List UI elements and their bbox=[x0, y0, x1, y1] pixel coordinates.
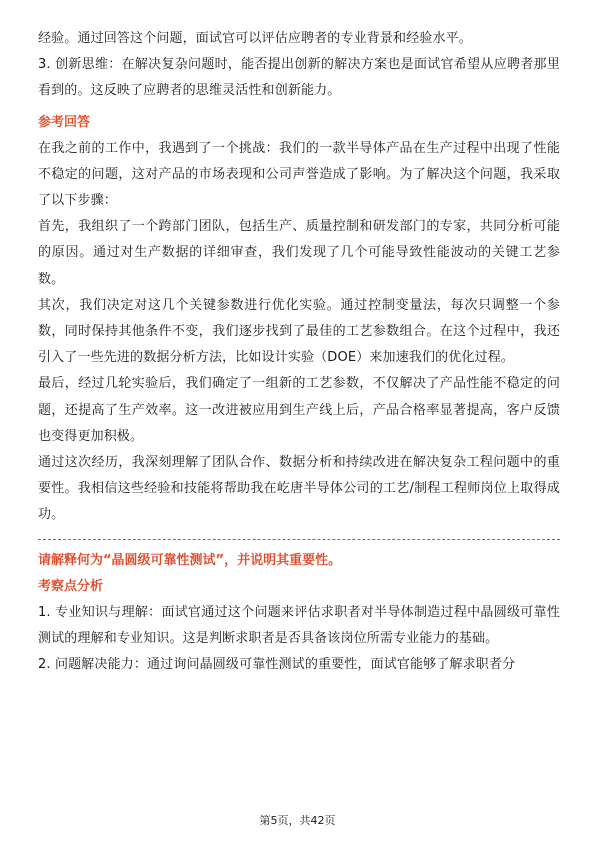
reference-paragraph-4: 最后，经过几轮实验后，我们确定了一组新的工艺参数，不仅解决了产品性能不稳定的问题，还提高了生产效率。这一改进被应用到生产线上后，产品合格率显著提高，客户反馈也变得更加积极。 bbox=[38, 376, 560, 444]
analysis-paragraph-1: 1. 专业知识与理解：面试官通过这个问题来评估求职者对半导体制造过程中晶圆级可靠性测试的理解和专业知识。这是判断求职者是否具备该岗位所需专业能力的基础。 bbox=[38, 604, 560, 646]
analysis-paragraph-2: 2. 问题解决能力：通过询问晶圆级可靠性测试的重要性，面试官能够了解求职者分 bbox=[38, 657, 516, 673]
document-page bbox=[38, 26, 560, 678]
page-number: 第5页，共42页 bbox=[259, 814, 336, 827]
reference-paragraph-5: 通过这次经历，我深刻理解了团队合作、数据分析和持续改进在解决复杂工程问题中的重要性。我相信这些经验和技能将帮助我在屹唐半导体公司的工艺/制程工程师岗位上取得成功。 bbox=[38, 455, 560, 523]
reference-paragraph-2: 首先，我组织了一个跨部门团队，包括生产、质量控制和研发部门的专家，共同分析可能的原因。通过对生产数据的详细审查，我们发现了几个可能导致性能波动的关键工艺参数。 bbox=[38, 219, 560, 287]
analysis-heading: 考察点分析 bbox=[38, 578, 104, 594]
section-divider bbox=[38, 539, 560, 540]
question-title: 请解释何为“晶圆级可靠性测试”，并说明其重要性。 bbox=[38, 552, 342, 568]
paragraph-point-3: 3. 创新思维：在解决复杂问题时，能否提出创新的解决方案也是面试官希望从应聘者那里看到的。这反映了应聘者的思维灵活性和创新能力。 bbox=[38, 57, 560, 99]
reference-paragraph-1: 在我之前的工作中，我遇到了一个挑战：我们的一款半导体产品在生产过程中出现了性能不稳定的问题，这对产品的市场表现和公司声誉造成了影响。为了解决这个问题，我采取了以下步骤： bbox=[38, 140, 560, 209]
reference-paragraph-3: 其次，我们决定对这几个关键参数进行优化实验。通过控制变量法，每次只调整一个参数，同时保持其他条件不变，我们逐步找到了最佳的工艺参数组合。在这个过程中，我还引入了一些先进的数据分析方法，比如设计实验（DOE）来加速我们的优化过程。 bbox=[38, 297, 560, 366]
paragraph-intro-tail: 经验。通过回答这个问题，面试官可以评估应聘者的专业背景和经验水平。 bbox=[38, 31, 472, 46]
reference-answer-heading: 参考回答 bbox=[38, 114, 91, 130]
